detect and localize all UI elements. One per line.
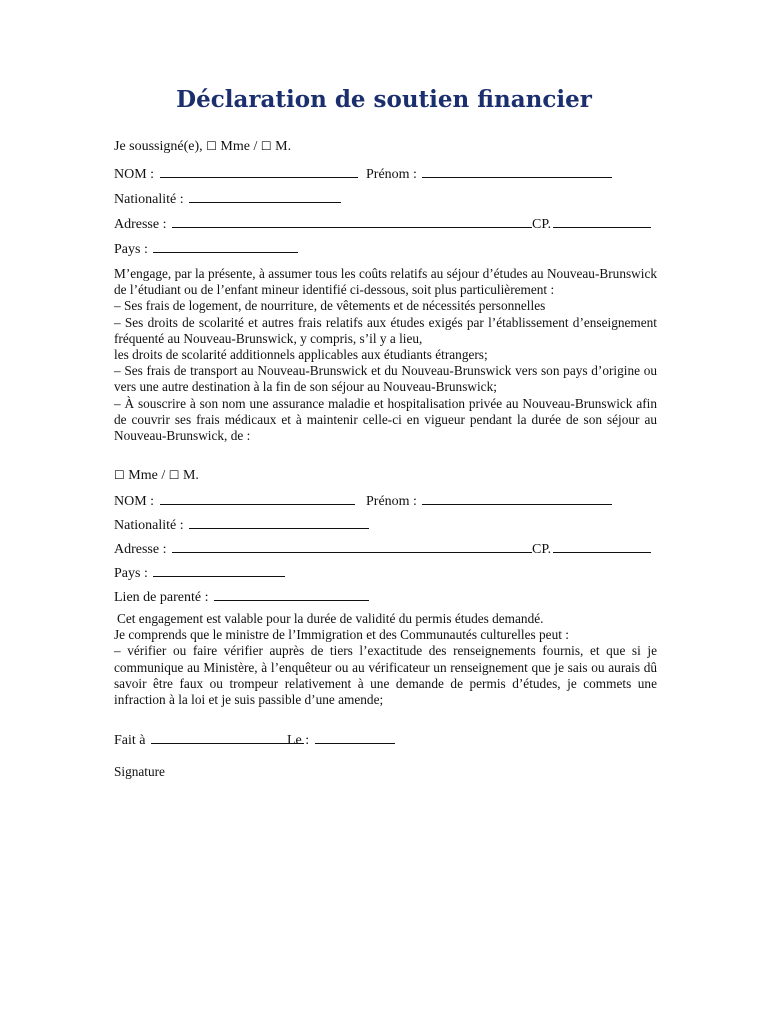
mme-checkbox[interactable]: ☐ — [206, 139, 217, 153]
m-label: M. — [275, 139, 292, 154]
cp-field[interactable] — [553, 215, 651, 228]
sponsor-nationalite-row — [114, 190, 341, 208]
sponsor-adresse-row — [114, 215, 651, 233]
nom-field[interactable] — [160, 165, 358, 178]
student-nationalite-label: Nationalité : — [114, 518, 184, 533]
prenom-field[interactable] — [422, 165, 612, 178]
validity-verification: – vérifier ou faire vérifier auprès de tiers l’exactitude des renseignements fournis, et que si je communique au Ministère, à l’enquêteur ou au vérificateur un renseignement que je sais ou aurais dû savoir être faux ou trompeur relativement à une demande de permis d’études, je commets une infraction à la loi et je suis passible d’une amende; — [114, 643, 657, 708]
fait-row — [114, 731, 304, 749]
adresse-field[interactable] — [172, 215, 532, 228]
student-nationalite-row — [114, 516, 369, 534]
sponsor-civility-line — [114, 138, 291, 155]
student-mme-label: Mme / — [128, 468, 166, 483]
engagement-section — [114, 266, 657, 444]
validity-statement: Cet engagement est valable pour la durée de validité du permis études demandé. — [117, 611, 544, 626]
student-prenom-row — [366, 492, 612, 510]
student-mme-checkbox[interactable]: ☐ — [114, 468, 125, 482]
sponsor-pays-row — [114, 240, 298, 258]
engagement-opening: M’engage, par la présente, à assumer tous les coûts relatifs au séjour d’études au Nouveau-Brunswick de l’étudiant ou de l’enfant mineur identifié ci-dessous, soit plus particulièrement : — [114, 266, 657, 298]
student-pays-row — [114, 564, 285, 582]
nom-label: NOM : — [114, 167, 155, 182]
lien-parente-label: Lien de parenté : — [114, 590, 209, 605]
student-prenom-label: Prénom : — [366, 494, 417, 509]
mme-label: Mme / — [220, 139, 258, 154]
date-row — [287, 731, 395, 749]
engagement-item-transport: – Ses frais de transport au Nouveau-Brunswick et du Nouveau-Brunswick vers son pays d’origine ou vers une autre destination à la fin de son séjour au Nouveau-Brunswick; — [114, 363, 657, 395]
nationalite-label: Nationalité : — [114, 192, 184, 207]
student-cp-field[interactable] — [553, 540, 651, 553]
engagement-item-assurance: – À souscrire à son nom une assurance maladie et hospitalisation privée au Nouveau-Brunswick afin de couvrir ses frais médicaux et à maintenir celle-ci en vigueur pendant la durée de son séjour au Nouveau-Brunswick, de : — [114, 395, 657, 444]
student-adresse-row — [114, 540, 651, 558]
validity-minister: Je comprends que le ministre de l’Immigration et des Communautés culturelles peut : — [114, 627, 569, 643]
student-nationalite-field[interactable] — [189, 516, 369, 529]
m-checkbox[interactable]: ☐ — [260, 139, 272, 153]
lien-parente-field[interactable] — [214, 588, 369, 601]
nationalite-field[interactable] — [189, 190, 341, 203]
student-pays-field[interactable] — [153, 564, 285, 577]
student-lien-row — [114, 588, 369, 606]
adresse-label: Adresse : — [114, 217, 167, 232]
pays-field[interactable] — [153, 240, 298, 253]
le-label: Le : — [287, 733, 310, 748]
cp-label: CP. — [532, 217, 552, 232]
sponsor-nom-row — [114, 165, 358, 183]
engagement-item-scolarite: – Ses droits de scolarité et autres frais relatifs aux études exigés par l’établissement d’enseignement fréquenté au Nouveau-Brunswick, y compris, s’il y a lieu, — [114, 314, 657, 346]
signature-row — [114, 763, 165, 780]
engagement-item-scolarite-cont: les droits de scolarité additionnels applicables aux étudiants étrangers; — [114, 347, 488, 363]
student-civility-line — [114, 467, 199, 484]
prenom-label: Prénom : — [366, 167, 417, 182]
student-nom-field[interactable] — [160, 492, 355, 505]
engagement-item-logement: – Ses frais de logement, de nourriture, de vêtements et de nécessités personnelles — [114, 298, 546, 314]
student-nom-row — [114, 492, 355, 510]
validity-section — [114, 611, 657, 708]
fait-label: Fait à — [114, 733, 146, 748]
student-pays-label: Pays : — [114, 566, 148, 581]
intro-prefix: Je soussigné(e), — [114, 139, 203, 154]
student-cp-label: CP. — [532, 542, 552, 557]
student-adresse-field[interactable] — [172, 540, 532, 553]
student-m-label: M. — [182, 468, 199, 483]
fait-field[interactable] — [151, 731, 304, 744]
document-title: Déclaration de soutien financier — [176, 86, 592, 113]
pays-label: Pays : — [114, 242, 148, 257]
student-nom-label: NOM : — [114, 494, 155, 509]
student-adresse-label: Adresse : — [114, 542, 167, 557]
student-m-checkbox[interactable]: ☐ — [168, 468, 180, 482]
sponsor-prenom-row — [366, 165, 612, 183]
date-field[interactable] — [315, 731, 395, 744]
student-prenom-field[interactable] — [422, 492, 612, 505]
signature-label: Signature — [114, 764, 165, 779]
